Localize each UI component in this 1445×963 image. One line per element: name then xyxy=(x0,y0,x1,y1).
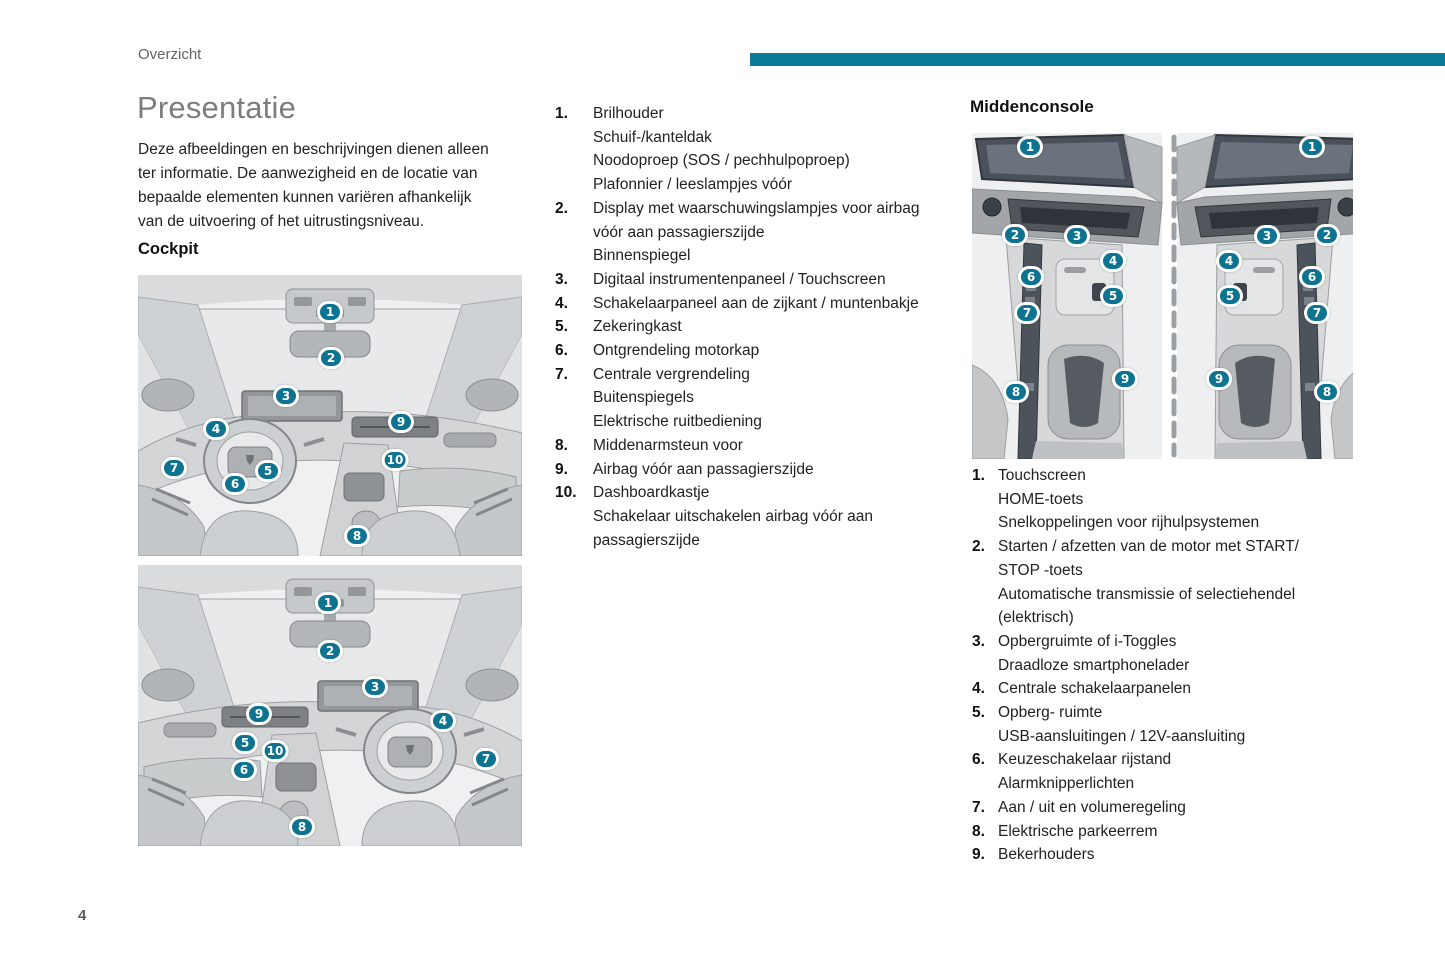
list-line: Binnenspiegel xyxy=(593,247,691,265)
callout-badges-layer xyxy=(138,275,522,556)
list-item-number: 3. xyxy=(972,632,985,650)
list-item-text xyxy=(998,796,1362,820)
list-line: Opbergruimte of i-Toggles xyxy=(998,632,1177,650)
list-line: Draadloze smartphonelader xyxy=(998,656,1190,674)
list-line: passagierszijde xyxy=(593,531,700,549)
intro-line: ter informatie. De aanwezigheid en de locatie van xyxy=(138,165,478,182)
console-numbered-list xyxy=(972,464,1362,867)
list-item-text xyxy=(998,820,1362,844)
cockpit-numbered-list xyxy=(555,102,955,552)
list-item-text xyxy=(593,292,955,316)
callout-badge-5: 5 xyxy=(1217,285,1243,307)
callout-badge-2: 2 xyxy=(318,347,344,369)
list-item-text xyxy=(998,843,1362,867)
list-line: (elektrisch) xyxy=(998,609,1074,627)
list-item-number: 6. xyxy=(555,342,568,360)
list-item-number: 5. xyxy=(555,318,568,336)
callout-badge-4: 4 xyxy=(1216,250,1242,272)
list-item-number: 3. xyxy=(555,270,568,288)
callout-badge-5: 5 xyxy=(1100,285,1126,307)
list-line: Airbag vóór aan passagierszijde xyxy=(593,460,814,478)
list-item-number: 2. xyxy=(555,199,568,217)
list-line: Schakelaar uitschakelen airbag vóór aan xyxy=(593,507,874,525)
list-item-text xyxy=(998,701,1362,748)
list-line: Plafonnier / leeslampjes vóór xyxy=(593,176,793,194)
list-item-text xyxy=(998,630,1362,677)
list-item xyxy=(972,464,1362,535)
list-line: Automatische transmissie of selectiehendel xyxy=(998,585,1296,603)
callout-badge-9: 9 xyxy=(246,703,272,725)
figure-middenconsole xyxy=(972,133,1353,459)
callout-badge-3: 3 xyxy=(1064,225,1090,247)
list-line: Digitaal instrumentenpaneel / Touchscreen xyxy=(593,270,886,288)
list-line: Ontgrendeling motorkap xyxy=(593,342,760,360)
figure-cockpit-lhd xyxy=(138,275,522,556)
callout-badge-10: 10 xyxy=(262,740,289,762)
callout-badges-layer xyxy=(972,133,1353,459)
list-line: Schakelaarpaneel aan de zijkant / muntenbakje xyxy=(593,294,919,312)
list-item-number: 9. xyxy=(555,460,568,478)
list-line: Elektrische parkeerrem xyxy=(998,822,1158,840)
list-item xyxy=(972,535,1362,630)
list-item-number: 6. xyxy=(972,751,985,769)
callout-badge-2: 2 xyxy=(317,640,343,662)
list-item-number: 10. xyxy=(555,484,577,502)
callout-badge-7: 7 xyxy=(473,748,499,770)
list-line: vóór aan passagierszijde xyxy=(593,223,765,241)
list-item xyxy=(972,796,1362,820)
callout-badge-8: 8 xyxy=(344,525,370,547)
list-item xyxy=(972,843,1362,867)
list-item-text xyxy=(998,748,1362,795)
list-item xyxy=(555,363,955,434)
callout-badge-4: 4 xyxy=(1100,250,1126,272)
callout-badge-1: 1 xyxy=(317,301,343,323)
intro-paragraph xyxy=(138,138,538,234)
list-line: Bekerhouders xyxy=(998,846,1095,864)
list-item-number: 8. xyxy=(972,822,985,840)
list-line: Noodoproep (SOS / pechhulpoproep) xyxy=(593,152,850,170)
list-line: Dashboardkastje xyxy=(593,484,710,502)
list-item-number: 8. xyxy=(555,436,568,454)
list-line: HOME-toets xyxy=(998,490,1084,508)
list-line: Display met waarschuwingslampjes voor airbag xyxy=(593,199,920,217)
list-line: Middenarmsteun voor xyxy=(593,436,743,454)
list-item-text xyxy=(998,677,1362,701)
list-item xyxy=(555,102,955,197)
callout-badge-6: 6 xyxy=(222,473,248,495)
list-line: Aan / uit en volumeregeling xyxy=(998,798,1186,816)
list-item-text xyxy=(593,434,955,458)
callout-badge-9: 9 xyxy=(1206,368,1232,390)
list-item-text xyxy=(998,535,1362,630)
list-line: Keuzeschakelaar rijstand xyxy=(998,751,1172,769)
callout-badge-10: 10 xyxy=(382,449,409,471)
list-item-text xyxy=(593,481,955,552)
list-line: Alarmknipperlichten xyxy=(998,775,1135,793)
list-item-number: 7. xyxy=(972,798,985,816)
intro-line: van de uitvoering of het uitrustingsniveau. xyxy=(138,213,425,230)
cockpit-heading: Cockpit xyxy=(138,240,199,258)
list-item-number: 4. xyxy=(555,294,568,312)
callout-badge-2: 2 xyxy=(1314,224,1340,246)
list-line: Touchscreen xyxy=(998,467,1086,484)
list-line: USB-aansluitingen / 12V-aansluiting xyxy=(998,727,1246,745)
callout-badge-4: 4 xyxy=(430,710,456,732)
list-item-number: 4. xyxy=(972,680,985,698)
list-line: Elektrische ruitbediening xyxy=(593,413,762,431)
list-item xyxy=(972,748,1362,795)
accent-bar xyxy=(750,53,1445,66)
callout-badge-4: 4 xyxy=(203,418,229,440)
intro-line: bepaalde elementen kunnen variëren afhankelijk xyxy=(138,189,472,206)
list-line: Centrale vergrendeling xyxy=(593,365,750,383)
list-item xyxy=(972,630,1362,677)
list-item-text xyxy=(593,315,955,339)
list-item-number: 7. xyxy=(555,365,568,383)
callout-badge-7: 7 xyxy=(1304,302,1330,324)
figure-cockpit-rhd xyxy=(138,565,522,846)
list-item-text xyxy=(593,458,955,482)
list-line: Buitenspiegels xyxy=(593,389,694,407)
list-line: STOP -toets xyxy=(998,561,1083,579)
list-item-number: 1. xyxy=(555,105,568,122)
list-line: Snelkoppelingen voor rijhulpsystemen xyxy=(998,514,1260,532)
list-item xyxy=(555,339,955,363)
list-line: Schuif-/kanteldak xyxy=(593,128,712,146)
callout-badge-6: 6 xyxy=(231,759,257,781)
intro-line: Deze afbeeldingen en beschrijvingen dienen alleen xyxy=(138,141,489,158)
callout-badge-2: 2 xyxy=(1002,224,1028,246)
list-item-text xyxy=(593,102,955,197)
page-title: Presentatie xyxy=(137,90,297,125)
list-line: Starten / afzetten van de motor met START/ xyxy=(998,538,1299,556)
callout-badge-3: 3 xyxy=(1254,225,1280,247)
list-item-text xyxy=(998,464,1362,535)
list-item xyxy=(555,481,955,552)
list-item-text xyxy=(593,363,955,434)
breadcrumb: Overzicht xyxy=(138,46,202,63)
callout-badge-6: 6 xyxy=(1299,266,1325,288)
callout-badge-9: 9 xyxy=(388,411,414,433)
list-item xyxy=(555,458,955,482)
list-item xyxy=(972,701,1362,748)
callout-badge-3: 3 xyxy=(273,385,299,407)
callout-badges-layer xyxy=(138,565,522,846)
callout-badge-9: 9 xyxy=(1112,368,1138,390)
callout-badge-5: 5 xyxy=(232,732,258,754)
list-item-number: 5. xyxy=(972,704,985,722)
callout-badge-3: 3 xyxy=(362,676,388,698)
callout-badge-1: 1 xyxy=(315,592,341,614)
list-item xyxy=(972,677,1362,701)
list-item-number: 9. xyxy=(972,846,985,864)
callout-badge-7: 7 xyxy=(161,457,187,479)
list-item-number: 2. xyxy=(972,538,985,556)
console-heading: Middenconsole xyxy=(970,97,1094,116)
callout-badge-7: 7 xyxy=(1014,302,1040,324)
list-line: Opberg- ruimte xyxy=(998,704,1103,722)
list-line: Brilhouder xyxy=(593,105,664,122)
list-item xyxy=(555,315,955,339)
callout-badge-1: 1 xyxy=(1017,136,1043,158)
list-item xyxy=(555,268,955,292)
callout-badge-8: 8 xyxy=(289,816,315,838)
list-item-text xyxy=(593,339,955,363)
list-item-number: 1. xyxy=(972,467,985,484)
callout-badge-8: 8 xyxy=(1314,381,1340,403)
list-item-text xyxy=(593,268,955,292)
list-item xyxy=(972,820,1362,844)
list-item xyxy=(555,434,955,458)
list-line: Centrale schakelaarpanelen xyxy=(998,680,1192,698)
callout-badge-8: 8 xyxy=(1003,381,1029,403)
callout-badge-5: 5 xyxy=(255,460,281,482)
callout-badge-1: 1 xyxy=(1299,136,1325,158)
page-number: 4 xyxy=(78,907,87,924)
list-item xyxy=(555,292,955,316)
list-line: Zekeringkast xyxy=(593,318,682,336)
list-item xyxy=(555,197,955,268)
callout-badge-6: 6 xyxy=(1018,266,1044,288)
list-item-text xyxy=(593,197,955,268)
